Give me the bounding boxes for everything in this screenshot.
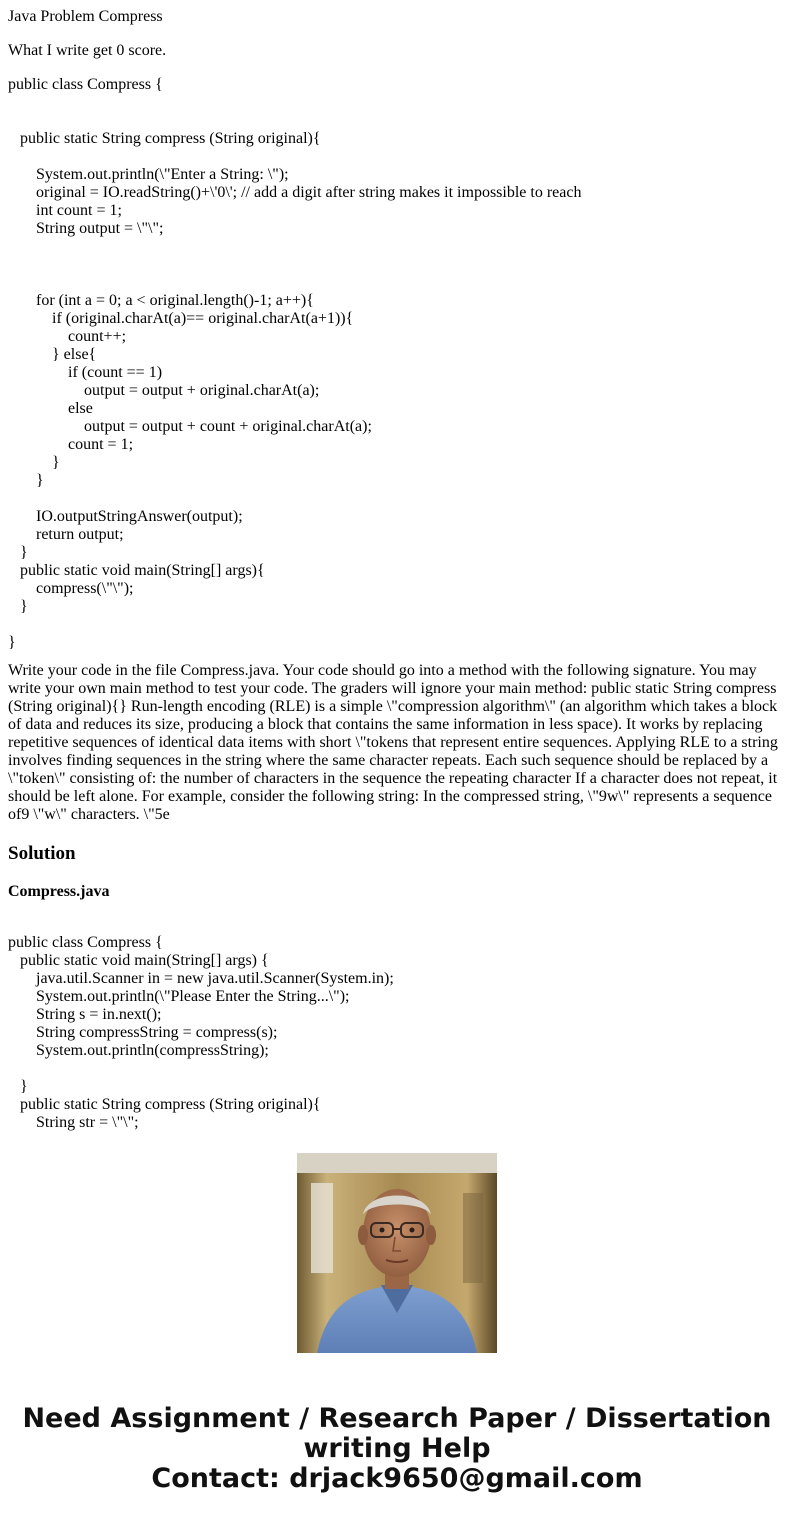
solution-heading: Solution bbox=[8, 843, 76, 864]
solution-filename: Compress.java bbox=[8, 883, 110, 900]
author-photo bbox=[297, 1153, 497, 1353]
banner-line-2: writing Help bbox=[303, 1433, 491, 1464]
problem-description: Write your code in the file Compress.java. Your code should go into a method with the following signature. You may write your own main method to test your code. The graders will ignore your main method: public static String compress (String original){} Run-length encoding (RLE) is a simple \"compression algorithm\" (an algorithm which takes a block of data and reduces its size, producing a block that contains the same information in less space). It works by replacing repetitive sequences of identical data items with short \"tokens that represent entire sequences. Applying RLE to a string involves finding sequences in the string where the same character repeats. Each such sequence should be replaced by a \"token\" consisting of: the number of characters in the sequence the repeating character If a character does not repeat, it should be left alone. For example, consider the following string: In the compressed string, \"9w\" represents a sequence of9 \"w\" characters. \"5e bbox=[8, 662, 778, 823]
solution-code-block: public class Compress { public static void main(String[] args) { java.util.Scanner in = new java.util.Scanner(System.in); System.out.println(\"Please Enter the String...\"); String s = in.next(); String compressString = compress(s); System.out.println(compressString); } public static String compress (String original){ String str = \"\"; bbox=[8, 934, 394, 1131]
question-subtitle: What I write get 0 score. bbox=[8, 42, 167, 59]
solution-code-container bbox=[8, 917, 786, 1131]
contact-banner bbox=[0, 1404, 794, 1494]
question-code-block: public class Compress { public static String compress (String original){ System.out.println(\"Enter a String: \"); original = IO.readString()+\'0\'; // add a digit after string makes it impossible to reach int count = 1; String output = \"\"; for (int a = 0; a < original.length()-1; a++){ if (original.charAt(a)== original.charAt(a+1)){ count++; } else{ if (count == 1) output = output + original.charAt(a); else output = output + count + original.charAt(a); count = 1; } } IO.outputStringAnswer(output); return output; } public static void main(String[] args){ compress(\"\"); } } bbox=[8, 76, 582, 651]
author-portrait-image bbox=[297, 1153, 497, 1353]
banner-line-1: Need Assignment / Research Paper / Dissertation bbox=[22, 1403, 772, 1434]
banner-contact-email[interactable]: Contact: drjack9650@gmail.com bbox=[151, 1463, 643, 1494]
question-title: Java Problem Compress bbox=[8, 8, 163, 25]
